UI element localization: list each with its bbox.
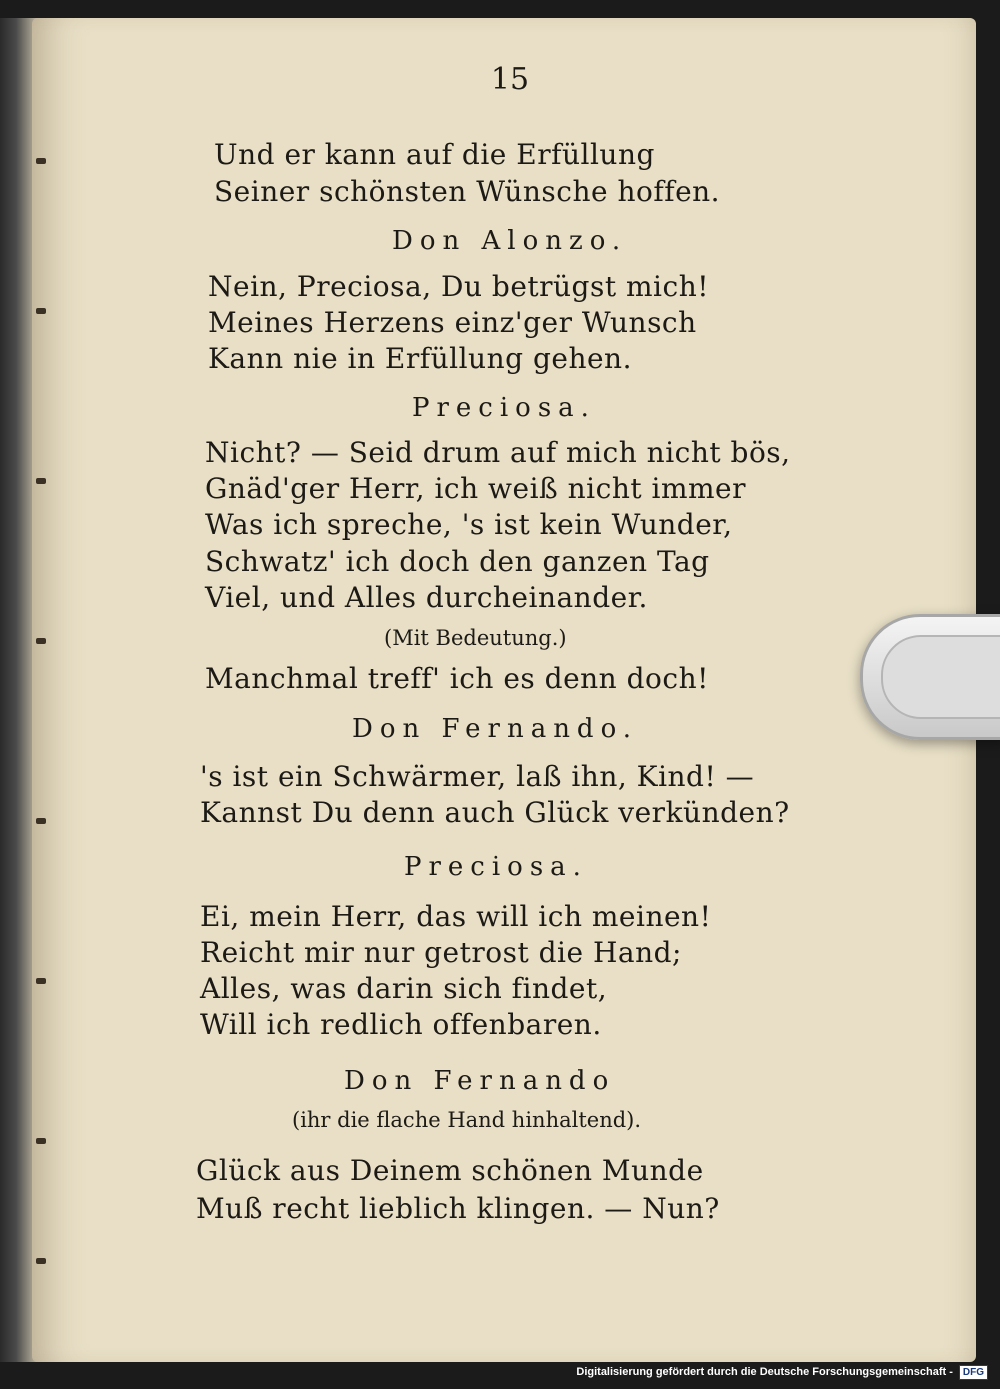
speaker-name: Don Fernando. xyxy=(352,714,639,744)
verse-line: 's ist ein Schwärmer, laß ihn, Kind! — xyxy=(200,760,755,793)
verse-line: Glück aus Deinem schönen Munde xyxy=(196,1154,704,1187)
footer-text: Digitalisierung gefördert durch die Deutsche Forschungsgemeinschaft - xyxy=(576,1366,953,1378)
verse-line: Und er kann auf die Erfüllung xyxy=(214,138,655,171)
verse-line: Muß recht lieblich klingen. — Nun? xyxy=(196,1192,720,1225)
binding-stitch xyxy=(36,158,46,164)
binding-stitch xyxy=(36,1138,46,1144)
verse-line: Kann nie in Erfüllung gehen. xyxy=(208,342,632,375)
verse-line: Nicht? — Seid drum auf mich nicht bös, xyxy=(205,436,791,469)
binding-stitch xyxy=(36,978,46,984)
verse-line: Meines Herzens einz'ger Wunsch xyxy=(208,306,697,339)
binding-stitch xyxy=(36,1258,46,1264)
binding-stitch xyxy=(36,478,46,484)
verse-line: Was ich spreche, 's ist kein Wunder, xyxy=(205,508,733,541)
speaker-name: Preciosa. xyxy=(404,852,588,882)
binding-stitch xyxy=(36,638,46,644)
verse-line: Viel, und Alles durcheinander. xyxy=(205,581,648,614)
digitization-credit xyxy=(576,1361,988,1383)
stage-direction: (Mit Bedeutung.) xyxy=(384,626,567,650)
verse-line: Nein, Preciosa, Du betrügst mich! xyxy=(208,270,709,303)
verse-line: Alles, was darin sich findet, xyxy=(200,972,608,1005)
stage-direction: (ihr die flache Hand hinhaltend). xyxy=(292,1108,642,1132)
verse-line: Will ich redlich offenbaren. xyxy=(200,1008,602,1041)
binding-stitch xyxy=(36,818,46,824)
verse-line: Reicht mir nur getrost die Hand; xyxy=(200,936,682,969)
verse-line: Seiner schönsten Wünsche hoffen. xyxy=(214,175,721,208)
verse-line: Ei, mein Herr, das will ich meinen! xyxy=(200,900,712,933)
speaker-name: Preciosa. xyxy=(412,393,596,423)
dfg-logo: DFG xyxy=(959,1365,988,1380)
verse-line: Kannst Du denn auch Glück verkünden? xyxy=(200,796,790,829)
verse-line: Gnäd'ger Herr, ich weiß nicht immer xyxy=(205,472,747,505)
speaker-name: Don Alonzo. xyxy=(392,226,628,256)
page-clip xyxy=(860,614,1000,740)
page-number: 15 xyxy=(490,62,530,97)
speaker-name: Don Fernando xyxy=(344,1066,616,1096)
verse-line: Manchmal treff' ich es denn doch! xyxy=(205,662,709,695)
verse-line: Schwatz' ich doch den ganzen Tag xyxy=(205,545,710,578)
binding-stitch xyxy=(36,308,46,314)
